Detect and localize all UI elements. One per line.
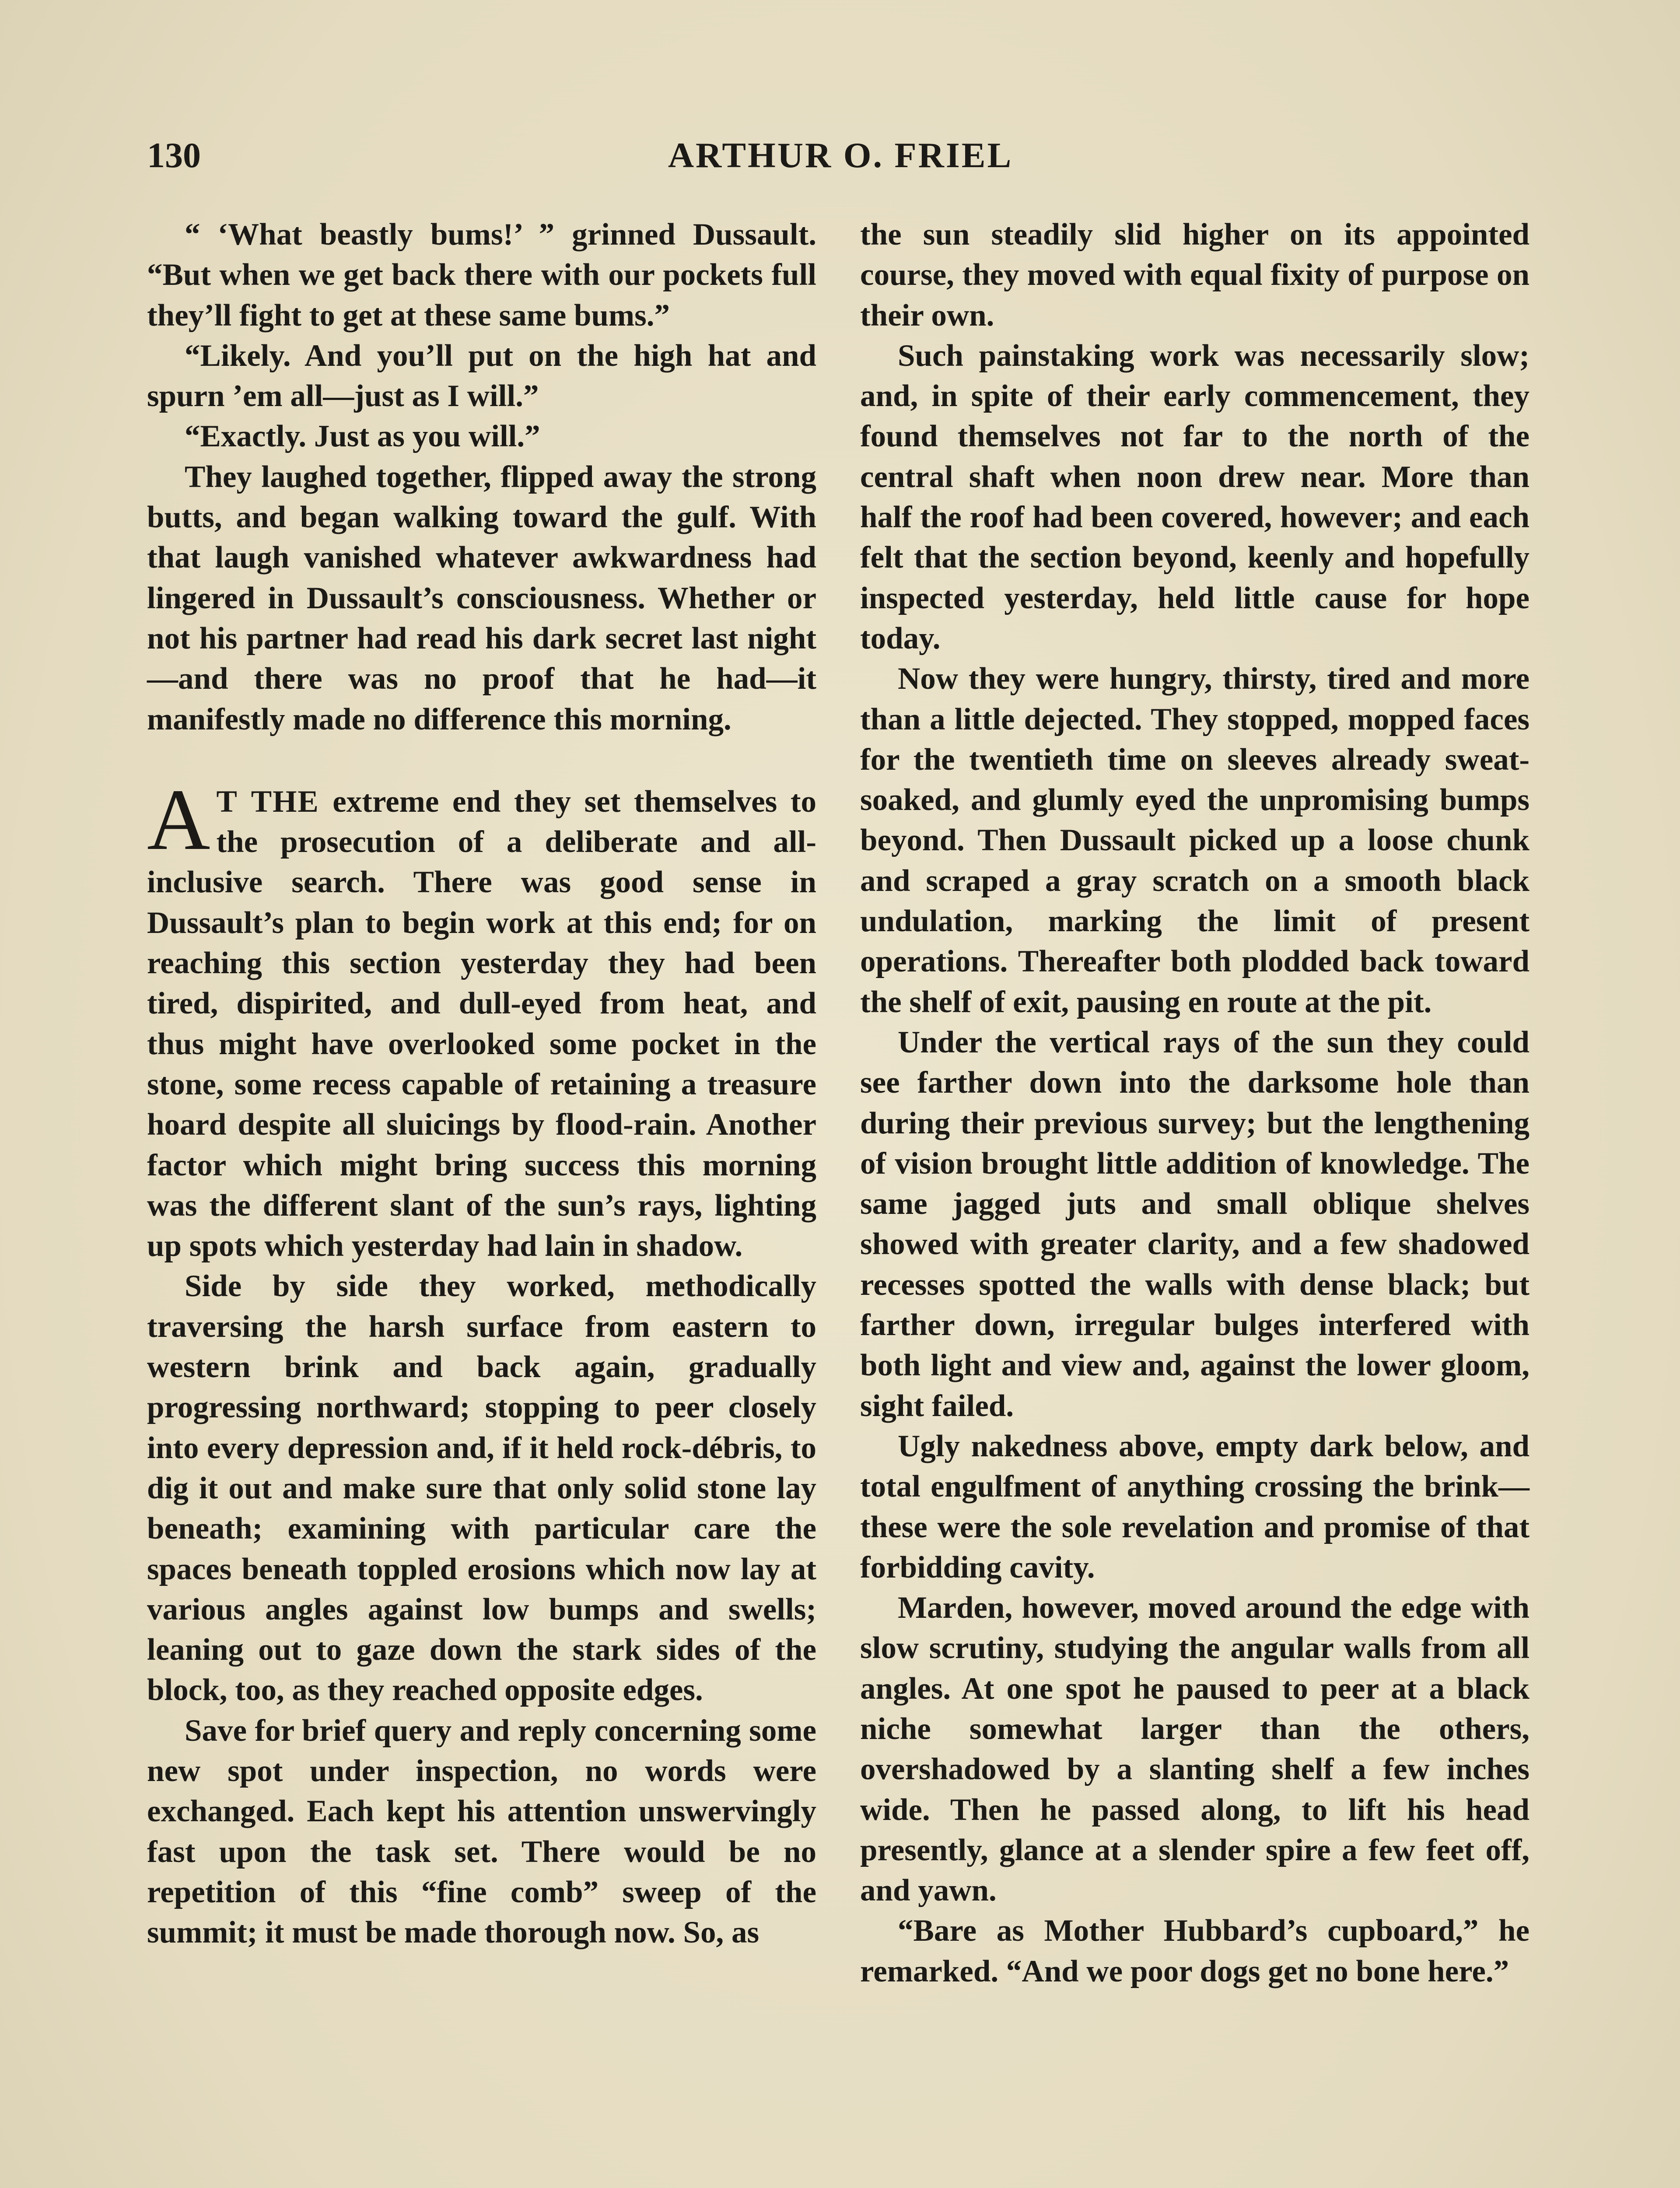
section-opening-paragraph bbox=[147, 771, 817, 1266]
section-text: extreme end they set themselves to the prosecution of a deliberate and all-inclusive search. There was good sense in Dussault’s plan to begin work at this end; for on reaching this section yesterday they had been tired, dispirited, and dull-eyed from heat, and thus might have overlooked some pocket in the stone, some recess capable of retaining a treasure hoard despite all sluicings by flood-rain. Another factor which might bring success this morning was the different slant of the sun’s rays, lighting up spots which yesterday had lain in shadow. bbox=[147, 784, 817, 1263]
running-title: ARTHUR O. FRIEL bbox=[668, 135, 1013, 175]
left-column bbox=[147, 214, 816, 1953]
page-number: 130 bbox=[147, 135, 201, 175]
paragraph: Side by side they worked, methodically traversing the harsh surface from eastern to western brink and back again, gradually progressing northward; stopping to peer closely into every depression and, if it held rock-débris, to dig it out and make sure that only solid stone lay beneath; examining with particular care the spaces beneath toppled erosions which now lay at various angles against low bumps and swells; leaning out to gaze down the stark sides of the block, too, as they reached opposite edges. bbox=[147, 1269, 816, 1708]
continued-paragraph: the sun steadily slid higher on its appointed course, they moved with equal fixity of purpose on their own. bbox=[860, 217, 1530, 333]
paragraph: Now they were hungry, thirsty, tired and more than a little dejected. They stopped, mopped faces for the twentieth time on sleeves already sweat-soaked, and glumly eyed the unpromising bumps beyond. Then Dussault picked up a loose chunk and scraped a gray scratch on a smooth black undulation, marking the limit of present operations. Thereafter both plodded back toward the shelf of exit, pausing en route at the pit. bbox=[860, 662, 1530, 1019]
paragraph: Save for brief query and reply concerning some new spot under inspection, no words were exchanged. Each kept his attention unswervingly fast upon the task set. There would be no repetition of this “fine comb” sweep of the summit; it must be made thorough now. So, as bbox=[147, 1713, 816, 1950]
paragraph: Ugly nakedness above, empty dark below, and total engulfment of anything crossing the brink—these were the sole revelation and promise of that forbidding cavity. bbox=[860, 1429, 1530, 1585]
paragraph: Under the vertical rays of the sun they could see farther down into the darksome hole than during their previous survey; but the lengthening of vision brought little addition of knowledge. The same jagged juts and small oblique shelves showed with greater clarity, and a few shadowed recesses spotted the walls with dense black; but farther down, irregular bulges interfered with both light and view and, against the lower gloom, sight failed. bbox=[860, 1025, 1530, 1423]
section-lead-words: T THE bbox=[216, 784, 319, 819]
paragraph: They laughed together, flipped away the strong butts, and began walking toward the gulf. With that laugh vanished whatever awkwardness had lingered in Dussault’s consciousness. Whether or not his partner had read his dark secret last night—and there was no proof that he had—it manifestly made no difference this morning. bbox=[147, 459, 816, 736]
paragraph: “Likely. And you’ll put on the high hat and spurn ’em all—just as I will.” bbox=[147, 338, 816, 414]
paragraph: Such painstaking work was necessarily slow; and, in spite of their early commencement, they found themselves not far to the north of the central shaft when noon drew near. More than half the roof had been covered, however; and each felt that the section beyond, keenly and hopefully inspected yesterday, held little cause for hope today. bbox=[860, 338, 1530, 656]
right-column bbox=[860, 214, 1530, 1992]
page-header bbox=[147, 131, 1534, 179]
paragraph: “ ‘What beastly bums!’ ” grinned Dussault. “But when we get back there with our pockets full they’ll fight to get at these same bums.” bbox=[147, 217, 816, 333]
drop-cap: A bbox=[147, 771, 210, 868]
paragraph: “Exactly. Just as you will.” bbox=[185, 419, 540, 454]
paragraph: Marden, however, moved around the edge with slow scrutiny, studying the angular walls from all angles. At one spot he paused to peer at a black niche somewhat larger than the others, overshadowed by a slanting shelf a few inches wide. Then he passed along, to lift his head presently, glance at a slender spire a few feet off, and yawn. bbox=[860, 1591, 1530, 1908]
paragraph: “Bare as Mother Hubbard’s cupboard,” he remarked. “And we poor dogs get no bone here.” bbox=[860, 1914, 1530, 1988]
